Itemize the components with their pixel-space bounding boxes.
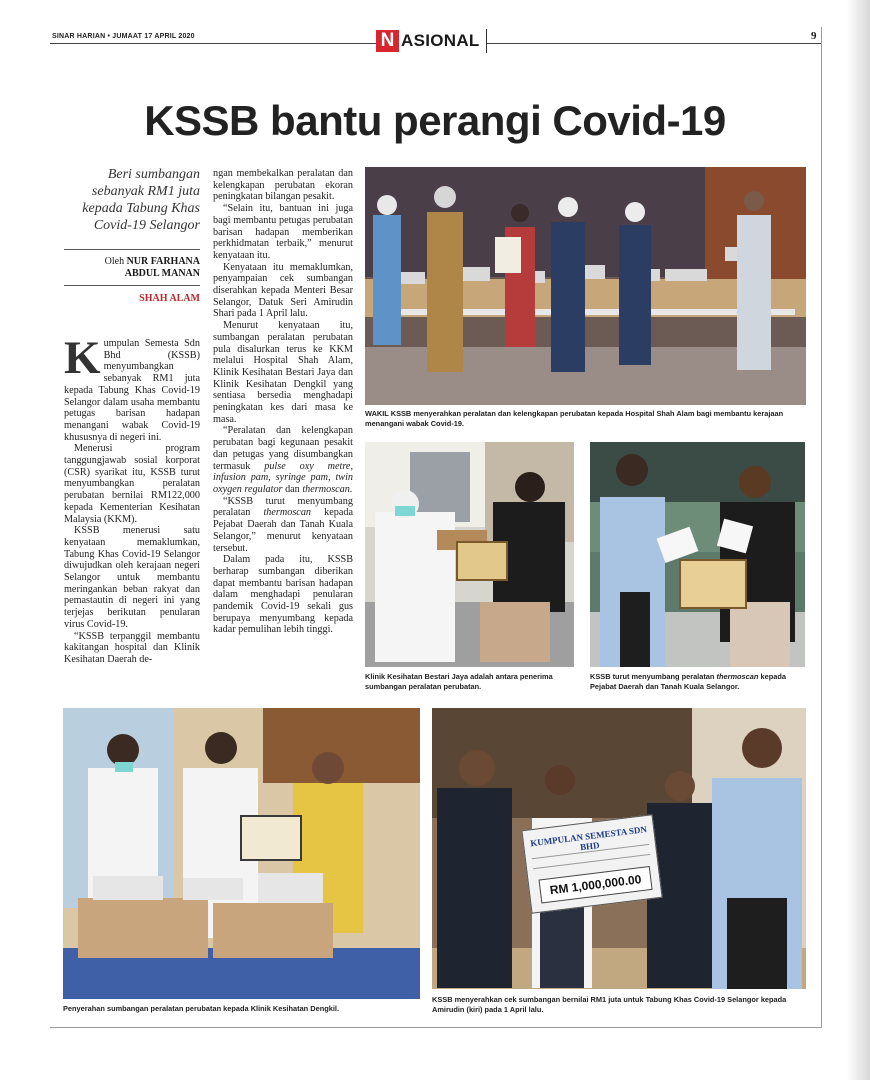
caption-text: KSSB turut menyumbang peralatan bbox=[590, 672, 715, 681]
caption-text: kepada Pejabat Daerah dan Tanah Kuala Selangor. bbox=[590, 672, 786, 691]
paragraph bbox=[213, 425, 353, 495]
equipment-list: pulse oxy metre, infusion pam, syringe pam, twin oxygen regulator bbox=[213, 460, 353, 495]
caption-italic: thermoscan bbox=[716, 672, 759, 681]
page-number: 9 bbox=[811, 30, 817, 42]
paragraph: “KSSB terpanggil membantu kakitangan hospital dan Klinik Kesihatan Daerah de- bbox=[64, 630, 200, 665]
paragraph-text: umpulan Semesta Sdn Bhd (KSSB) menyumbangkan sebanyak RM1 juta kepada Tabung Khas Covid-19 Selangor dalam usaha membantu petugas barisan hadapan menangani wabak Covid-19 khususnya di negeri ini. bbox=[64, 338, 200, 443]
running-head: SINAR HARIAN • JUMAAT 17 APRIL 2020 bbox=[52, 33, 195, 40]
dateline: SHAH ALAM bbox=[139, 293, 200, 304]
article-column-1 bbox=[64, 332, 200, 666]
byline-author-2: ABDUL MANAN bbox=[124, 268, 200, 279]
section-name: ASIONAL bbox=[401, 31, 480, 50]
paragraph-text: dan bbox=[285, 483, 300, 495]
article-column-2 bbox=[213, 168, 353, 636]
photo-klinik-bestari-jaya bbox=[365, 442, 574, 667]
section-initial: N bbox=[376, 30, 399, 52]
photo-klinik-dengkil bbox=[63, 708, 420, 999]
equipment-item: thermoscan bbox=[263, 507, 312, 519]
caption-pejabat-daerah bbox=[590, 672, 805, 692]
deck-subheading: Beri sumbangan sebanyak RM1 juta kepada Tabung Khas Covid-19 Selangor bbox=[82, 167, 200, 233]
photo-hospital-shah-alam bbox=[365, 167, 806, 405]
paragraph bbox=[64, 332, 200, 443]
cheque-board bbox=[521, 814, 662, 913]
paragraph-text: “Peralatan dan kelengkapan perubatan bagi kegunaan pesakit dan petugas yang disumbangkan termasuk bbox=[213, 425, 353, 472]
byline bbox=[64, 256, 200, 280]
caption-hospital-shah-alam: WAKIL KSSB menyerahkan peralatan dan kelengkapan perubatan kepada Hospital Shah Alam bagi membantu kerajaan menangani wabak Covid-19. bbox=[365, 409, 784, 428]
byline-rule-top bbox=[64, 249, 200, 250]
cheque-company: KUMPULAN SEMESTA SDN BHD bbox=[529, 824, 648, 853]
headline: KSSB bantu perangi Covid-19 bbox=[144, 97, 726, 144]
photo-pejabat-daerah bbox=[590, 442, 805, 667]
cheque-amount: RM 1,000,000.00 bbox=[539, 866, 653, 903]
section-flag bbox=[376, 29, 487, 53]
page-edge-shadow bbox=[846, 0, 870, 1080]
byline-author-1: NUR FARHANA bbox=[126, 256, 200, 267]
paragraph: Menerusi program tanggungjawab sosial korporat (CSR) syarikat itu, KSSB turut menyumbangkan peralatan perubatan bernilai RM122,000 kepada Kementerian Kesihatan Malaysia (KKM). bbox=[64, 443, 200, 525]
paragraph: “Selain itu, bantuan ini juga bagi membantu petugas perubatan barisan hadapan memberikan perkhidmatan terbaik,” menurut kenyataan itu. bbox=[213, 203, 353, 261]
paragraph: KSSB menerusi satu kenyataan memaklumkan, Tabung Khas Covid-19 Selangor diwujudkan oleh kerajaan negeri Selangor untuk membantu meringankan beban rakyat dan pemastautin di negeri ini yang terjejas berikutan penularan virus Covid-19. bbox=[64, 525, 200, 630]
caption-klinik-bestari-jaya: Klinik Kesihatan Bestari Jaya adalah antara penerima sumbangan peralatan perubatan. bbox=[365, 672, 553, 691]
paragraph-text: kepada Pejabat Daerah dan Tanah Kuala Selangor,” menurut kenyataan tersebut. bbox=[213, 507, 354, 554]
paragraph: Menurut kenyataan itu, sumbangan peralatan perubatan pula disalurkan terus ke KKM melalui Hospital Shah Alam, Klinik Kesihatan Bestari Jaya dan Klinik Kesihatan Dengkil yang sentiasa bersedia menghadapi peningkatan kes dari masa ke masa. bbox=[213, 320, 353, 425]
photo-cheque-handover bbox=[432, 708, 806, 989]
paragraph bbox=[213, 496, 353, 555]
caption-cheque-handover: KSSB menyerahkan cek sumbangan bernilai RM1 juta untuk Tabung Khas Covid-19 Selangor kepada Amirudin (kiri) pada 1 April lalu. bbox=[432, 995, 787, 1014]
byline-prefix: Oleh bbox=[104, 256, 125, 267]
byline-rule-bottom bbox=[64, 285, 200, 286]
drop-cap: K bbox=[64, 332, 101, 384]
equipment-item: thermoscan. bbox=[302, 483, 353, 495]
paragraph: ngan membekalkan peralatan dan kelengkapan perubatan ekoran peningkatan bilangan pesakit. bbox=[213, 168, 353, 203]
paragraph: Dalam pada itu, KSSB berharap sumbangan diberikan dapat membantu barisan hadapan dalam menghadapi penularan pandemik Covid-19 sekali gus berupaya menyumbang kepada kadar pemulihan lebih tinggi. bbox=[213, 554, 353, 636]
paragraph-text: “KSSB turut menyumbang peralatan bbox=[213, 495, 353, 519]
paragraph: Kenyataan itu memaklumkan, penyampaian cek sumbangan diserahkan kepada Menteri Besar Selangor, Datuk Seri Amirudin Shari pada 1 April lalu. bbox=[213, 261, 353, 320]
caption-klinik-dengkil: Penyerahan sumbangan peralatan perubatan kepada Klinik Kesihatan Dengkil. bbox=[63, 1004, 339, 1013]
